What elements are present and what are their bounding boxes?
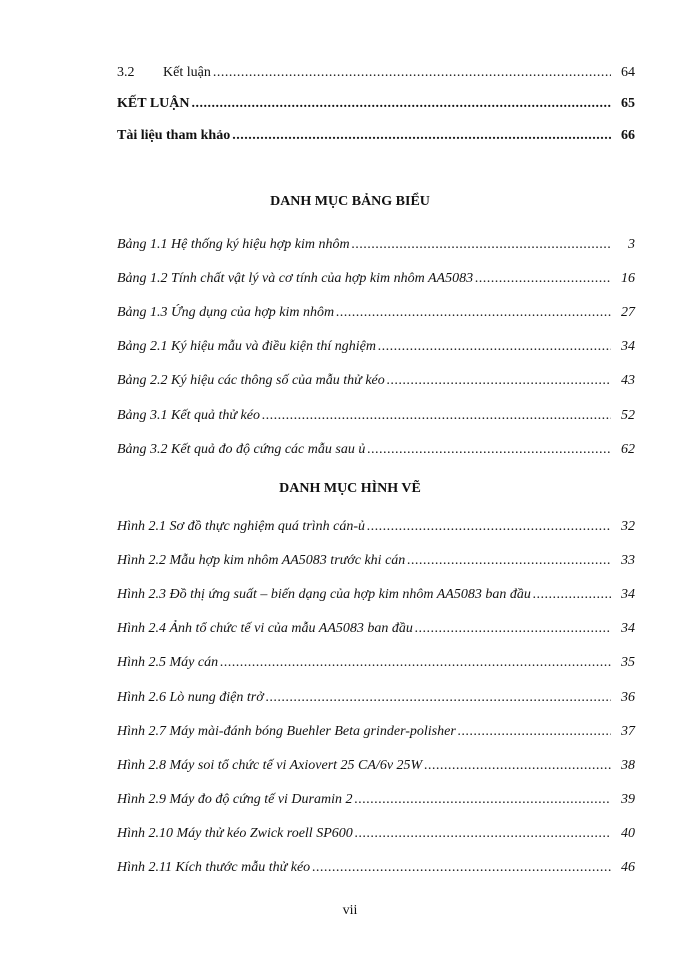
entry-page: 66 [621, 128, 635, 143]
entry-label: Bảng 1.3 Ứng dụng của hợp kim nhôm [117, 305, 335, 321]
table-list-entry[interactable] [117, 304, 635, 322]
dot-leader [220, 654, 611, 672]
table-list-entry[interactable] [117, 270, 635, 288]
figure-list-entry[interactable] [117, 723, 635, 741]
table-list-entry[interactable] [117, 372, 635, 390]
entry-page: 34 [621, 339, 635, 355]
table-list-entry[interactable] [117, 441, 635, 459]
entry-page: 32 [621, 519, 635, 534]
entry-page: 40 [621, 825, 635, 841]
figure-list-entry[interactable] [117, 859, 635, 877]
entry-label: Bảng 3.1 Kết quả thử kéo [117, 407, 260, 423]
entry-label: Bảng 2.2 Ký hiệu các thông số của mẫu thử kéo [117, 373, 385, 389]
entry-label: Hình 2.11 Kích thước mẫu thử kéo [117, 860, 311, 875]
entry-label: Hình 2.3 Đồ thị ứng suất – biến dạng của hợp kim nhôm AA5083 ban đầu [117, 587, 531, 603]
entry-label: Hình 2.2 Mẫu hợp kim nhôm AA5083 trước khi cán [117, 553, 406, 569]
entry-label: Hình 2.4 Ảnh tổ chức tế vi của mẫu AA5083 ban đầu [117, 621, 413, 637]
entry-label: Bảng 2.1 Ký hiệu mẫu và điều kiện thí nghiệm [117, 339, 376, 355]
entry-label: Bảng 1.1 Hệ thống ký hiệu hợp kim nhôm [117, 237, 350, 252]
entry-label: Hình 2.8 Máy soi tổ chức tế vi Axiovert 25 CA/6v 25W [117, 757, 423, 773]
entry-page: 27 [621, 305, 635, 321]
dot-leader [336, 304, 611, 322]
entry-label: Hình 2.9 Máy đo độ cứng tế vi Duramin 2 [117, 791, 353, 807]
entry-page: 43 [621, 373, 635, 389]
entry-page: 52 [621, 407, 635, 423]
figure-list-entry[interactable] [117, 552, 635, 570]
entry-label: KẾT LUẬN [117, 96, 190, 111]
entry-label: Hình 2.10 Máy thử kéo Zwick roell SP600 [117, 825, 353, 841]
entry-page: 46 [621, 860, 635, 875]
figure-list-entry[interactable] [117, 825, 635, 843]
entry-page: 62 [621, 441, 635, 457]
dot-leader [352, 236, 611, 254]
entry-label: Hình 2.5 Máy cán [117, 655, 219, 671]
dot-leader [262, 407, 611, 425]
tables-heading: DANH MỤC BẢNG BIỂU [270, 194, 430, 209]
dot-leader [415, 620, 611, 638]
entry-label: Hình 2.7 Máy mài-đánh bóng Buehler Beta grinder-polisher [117, 723, 456, 739]
dot-leader [378, 338, 611, 356]
toc-entry-ket-luan[interactable] [117, 95, 635, 113]
dot-leader [387, 372, 611, 390]
dot-leader [232, 127, 611, 145]
toc-entry-references[interactable] [117, 127, 635, 145]
dot-leader [533, 586, 611, 604]
entry-label: Bảng 1.2 Tính chất vật lý và cơ tính của hợp kim nhôm AA5083 [117, 271, 474, 287]
dot-leader [191, 95, 611, 113]
dot-leader [407, 552, 611, 570]
dot-leader [266, 689, 611, 707]
entry-page: 34 [621, 587, 635, 603]
entry-page: 16 [621, 271, 635, 287]
table-list-entry[interactable] [117, 407, 635, 425]
figure-list-entry[interactable] [117, 586, 635, 604]
entry-page: 34 [621, 621, 635, 637]
entry-page: 33 [621, 553, 635, 569]
section-number: 3.2 [117, 65, 135, 80]
dot-leader [475, 270, 611, 288]
page-number: vii [342, 903, 358, 918]
figure-list-entry[interactable] [117, 518, 635, 536]
dot-leader [367, 518, 611, 536]
entry-page: 64 [621, 65, 635, 80]
entry-page: 37 [621, 723, 635, 739]
figure-list-entry[interactable] [117, 757, 635, 775]
figure-list-entry[interactable] [117, 689, 635, 707]
entry-page: 3 [628, 237, 635, 252]
dot-leader [213, 64, 611, 82]
figure-list-entry[interactable] [117, 620, 635, 638]
dot-leader [355, 791, 612, 809]
entry-page: 36 [621, 689, 635, 705]
dot-leader [367, 441, 611, 459]
dot-leader [458, 723, 611, 741]
entry-label: Tài liệu tham khảo [117, 128, 231, 143]
figure-list-entry[interactable] [117, 791, 635, 809]
table-list-entry[interactable] [117, 338, 635, 356]
entry-label: Hình 2.1 Sơ đồ thực nghiệm quá trình cán-ủ [117, 519, 366, 534]
entry-page: 65 [621, 96, 635, 111]
table-list-entry[interactable] [117, 236, 635, 254]
entry-label: Hình 2.6 Lò nung điện trở [117, 689, 264, 705]
entry-page: 35 [621, 655, 635, 671]
dot-leader [424, 757, 611, 775]
toc-entry-3-2[interactable] [117, 64, 635, 82]
entry-label: Bảng 3.2 Kết quả đo độ cứng các mẫu sau ủ [117, 441, 366, 457]
figure-list-entry[interactable] [117, 654, 635, 672]
entry-label: Kết luận [163, 65, 211, 80]
entry-page: 38 [621, 757, 635, 773]
entry-page: 39 [621, 791, 635, 807]
dot-leader [312, 859, 611, 877]
dot-leader [355, 825, 611, 843]
figures-heading: DANH MỤC HÌNH VẼ [279, 481, 421, 496]
